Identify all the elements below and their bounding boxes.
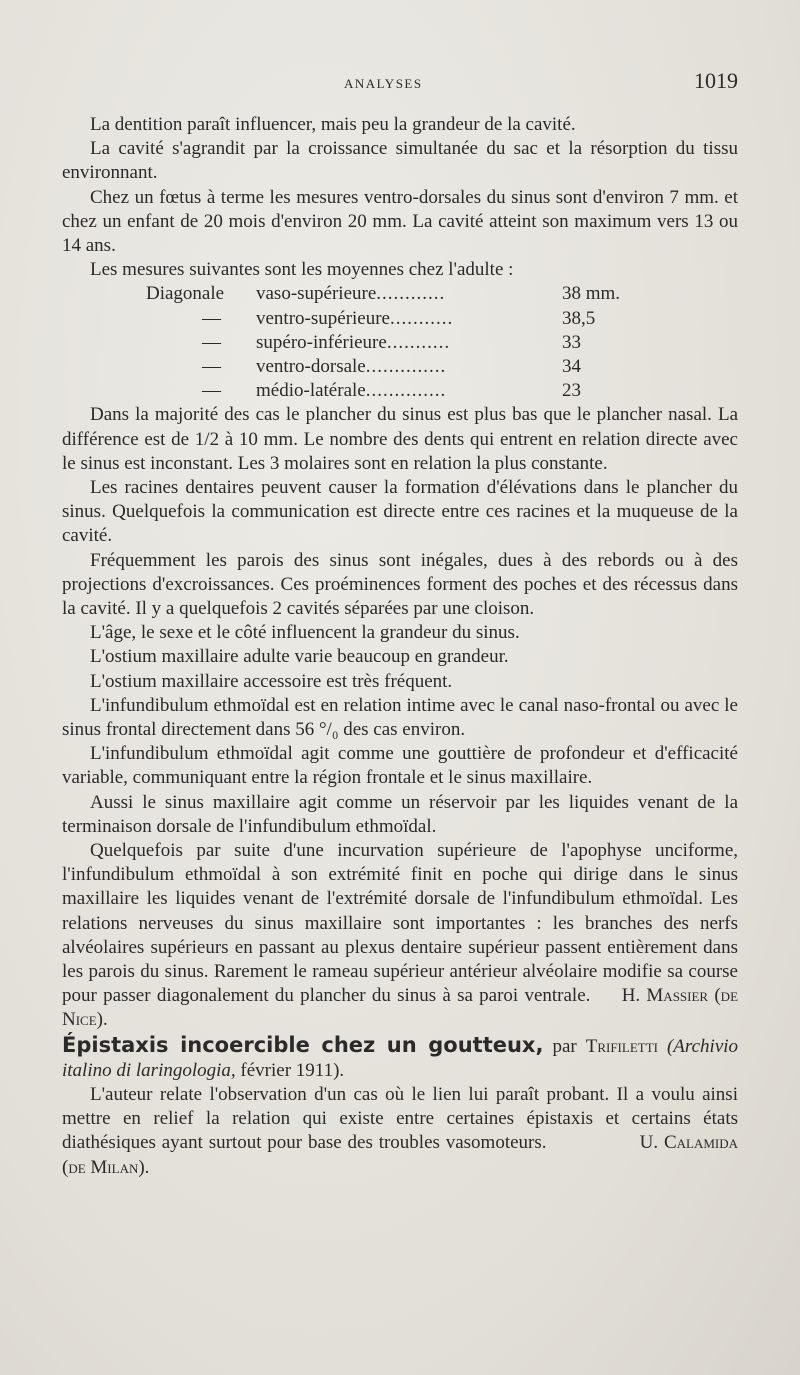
paragraph: Dans la majorité des cas le plancher du sinus est plus bas que le plancher nasal. La différence est de 1/2 à 10 mm. Le nombre des dents qui entrent en relation directe avec le sinus est inconstant. Les 3 molaires sont en relation la plus constante. — [62, 404, 738, 474]
article-heading — [62, 1033, 738, 1083]
paragraph: Les racines dentaires peuvent causer la formation d'élévations dans le plancher du sinus. Quelquefois la communication est directe entre ces racines et la muqueuse de la cavité. — [62, 476, 738, 547]
measure-dash: — — [202, 355, 221, 377]
paragraph: Aussi le sinus maxillaire agit comme un réservoir par les liquides venant de la terminaison dorsale de l'infundibulum ethmoïdal. — [62, 791, 738, 837]
measure-name: supéro-inférieure........... — [256, 331, 451, 353]
measure-name: médio-latérale.............. — [256, 380, 447, 402]
measure-row — [62, 355, 738, 379]
paragraph: L'ostium maxillaire adulte varie beaucoup en grandeur. — [90, 646, 509, 668]
running-title: ANALYSES — [344, 76, 423, 91]
article-title: Épistaxis incoercible chez un goutteux, — [62, 1032, 544, 1057]
measure-row — [62, 307, 738, 331]
journal-date: février 1911). — [240, 1059, 345, 1081]
article-author: Trifiletti — [585, 1035, 658, 1057]
paragraph-text: Quelquefois par suite d'une incurvation supérieure de l'apophyse unciforme, l'infundibulum ethmoïdal à son extrémité finit en poche qui dirige dans le sinus maxillaire les liquides venant de l'extrémité dorsale de l'infundibulum ethmoïdal. Les relations nerveuses du sinus maxillaire sont importantes : les branches des nerfs alvéolaires supérieurs en passant au plexus dentaire supérieur passent entièrement dans les parois du sinus. Rarement le rameau supérieur antérieur alvéolaire modifie sa course pour passer diagonalement du plancher du sinus à sa paroi ventrale. — [62, 840, 738, 1007]
journal-name: (Archivio italino di laringologia, — [62, 1035, 739, 1081]
measure-value: 33 — [562, 331, 581, 353]
paragraph-with-signature — [62, 839, 738, 1033]
paragraph-text: L'auteur relate l'observation d'un cas où le lien lui paraît probant. Il a voulu ainsi mettre en relief la relation qui existe entre certaines épistaxis et certains états diathésiques ayant surtout pour base des troubles vasomoteurs. — [62, 1084, 738, 1154]
paragraph: La dentition paraît influencer, mais peu la grandeur de la cavité. — [90, 114, 576, 135]
paragraph: Chez un fœtus à terme les mesures ventro-dorsales du sinus sont d'environ 7 mm. et chez un enfant de 20 mois d'environ 20 mm. La cavité atteint son maximum vers 13 ou 14 ans. — [62, 186, 738, 257]
measure-dash: — — [202, 331, 221, 353]
paragraph: L'ostium maxillaire accessoire est très fréquent. — [90, 670, 453, 692]
author-signature: U. Calamida (de Milan). — [62, 1132, 739, 1178]
article-body — [62, 113, 738, 1180]
author-signature: H. Massier (de Nice). — [62, 985, 739, 1031]
measure-dash: — — [202, 380, 221, 402]
measure-label: Diagonale — [146, 283, 225, 305]
paragraph: L'âge, le sexe et le côté influencent la grandeur du sinus. — [90, 622, 520, 644]
paragraph: La cavité s'agrandit par la croissance simultanée du sac et la résorption du tissu environnant. — [62, 138, 738, 184]
measure-name: vaso-supérieure............ — [256, 283, 446, 305]
measure-value: 34 — [562, 355, 581, 377]
paragraph: L'infundibulum ethmoïdal agit comme une gouttière de profondeur et d'efficacité variable, communiquant entre la région frontale et le sinus maxillaire. — [62, 743, 738, 789]
paragraph: Fréquemment les parois des sinus sont inégales, dues à des rebords ou à des projections d'excroissances. Ces proéminences forment des poches et des récessus dans la cavité. Il y a quelquefois 2 cavités séparées par une cloison. — [62, 549, 738, 619]
paragraph: Les mesures suivantes sont les moyennes chez l'adulte : — [90, 259, 514, 281]
measure-name: ventro-supérieure........... — [256, 307, 454, 329]
measure-row — [62, 379, 738, 403]
by-label: par — [552, 1035, 577, 1057]
paragraph: L'infundibulum ethmoïdal est en relation intime avec le canal naso-frontal ou avec le sinus frontal directement dans 56 °/₀ des cas environ. — [62, 694, 738, 740]
measure-name: ventro-dorsale.............. — [256, 355, 447, 377]
measure-value: 38,5 — [562, 307, 596, 329]
paragraph-with-signature — [62, 1083, 738, 1180]
measure-value: 23 — [562, 380, 581, 402]
measurements-list — [62, 282, 738, 403]
page-header — [62, 68, 738, 102]
measure-row — [62, 331, 738, 355]
measure-value: 38 mm. — [562, 283, 621, 305]
measure-row — [62, 282, 738, 306]
page-number: 1019 — [694, 68, 738, 93]
measure-dash: — — [202, 307, 221, 329]
